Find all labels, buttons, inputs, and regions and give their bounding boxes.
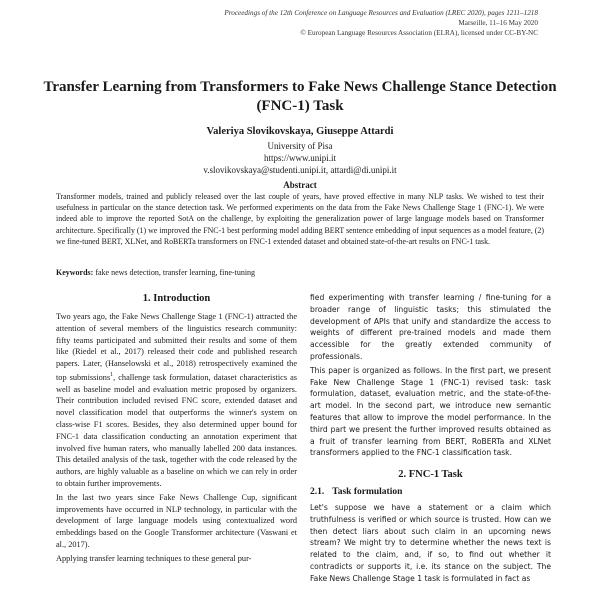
paragraph: [56, 311, 297, 490]
keywords-label: Keywords:: [56, 268, 94, 277]
right-column: [310, 292, 551, 587]
intro-p1-text-cont: , challenge task formulation, dataset characteristics as well as baseline model and evaluation metric proposed by organizers. Their contribution included revised FNC score, extended dataset and novel classification model that outperforms the winner's system on class-wise F1 scores. Besides, they also determined upper bound for FNC-1 data classification conducting an annotation experiment that involved five human raters, who manually labelled 200 data instances. This detailed analysis of the task, together with the code released by the authors, are highly valuable as a baseline on which we can rely in order to obtain further improvements.: [56, 372, 297, 488]
paper-authors: Valeriya Slovikovskaya, Giuseppe Attardi: [206, 126, 394, 137]
footnote-marker[interactable]: 1: [110, 371, 114, 378]
left-column: [56, 292, 297, 567]
abstract-text: Transformer models, trained and publicly released over the last couple of years, have proved effective in many NLP tasks. We wished to test their usefulness in particular on the stance detection task. We performed experiments on the data from the Fake News Challenge Stage 1 (FNC-1). We were indeed able to improve the reported SotA on the challenge, by exploiting the generalization power of large language models based on Transformer architecture. Specifically (1) we improved the FNC-1 best performing model adding BERT sentence embedding of input sequences as a model feature, (2) we fine-tuned BERT, XLNet, and RoBERTa transformers on FNC-1 extended dataset and obtained state-of-the-art results on FNC-1 task.: [56, 192, 544, 246]
header-line-license: © European Language Resources Association (ELRA), licensed under CC-BY-NC: [300, 29, 538, 37]
affiliation-url[interactable]: https://www.unipi.it: [264, 153, 336, 163]
proceedings-header: [224, 8, 538, 38]
header-line-location: Marseille, 11–16 May 2020: [458, 19, 538, 27]
header-line-venue: Proceedings of the 12th Conference on Language Resources and Evaluation (LREC 2020), pages 1211–1218: [224, 9, 538, 17]
subsection-heading-task-formulation: [310, 487, 551, 499]
keywords-text: fake news detection, transfer learning, fine-tuning: [93, 268, 256, 277]
section-heading-introduction: 1. Introduction: [142, 293, 211, 304]
affiliation-block: [0, 140, 600, 176]
paragraph: In the last two years since Fake News Challenge Cup, significant improvements have occurred in NLP technology, in particular with the development of large language models using contextualized word embeddings based on the Google Transformer architecture (Vaswani et al., 2017).: [56, 492, 297, 549]
intro-p1-text: Two years ago, the Fake News Challenge Stage 1 (FNC-1) attracted the attention of several members of the linguistics research community: fifty teams participated and submitted their results and some of them like (Riedel et al., 2017) released their code and published research papers. Later, (Hanselowski et al., 2018) retrospectively examined the top submissions: [56, 312, 297, 382]
affiliation: University of Pisa: [267, 141, 333, 151]
paragraph: Let's suppose we have a statement or a claim which truthfulness is verified or which source is trusted. How can we then detect liars about such claim in an upcoming news stream? We might try to determine whether the news text is related to the claim, and, if so, to find out whether it contradicts or supports it, i.e. its stance on the subject. The Fake News Challenge Stage 1 task is formulated in fact as: [310, 502, 551, 583]
subsection-title: Task formulation: [332, 487, 403, 498]
subsection-number: 2.1.: [310, 487, 325, 498]
paper-title: Transfer Learning from Transformers to Fake News Challenge Stance Detection (FNC-1) Task: [43, 79, 557, 114]
keywords-line: [56, 268, 544, 277]
section-heading-fnc1-task: 2. FNC-1 Task: [398, 469, 463, 481]
abstract-heading: Abstract: [283, 180, 317, 190]
paragraph: This paper is organized as follows. In the first part, we present Fake New Challenge Stage 1 (FNC-1) revised task: task formulation, dataset, evaluation metric, and the state-of-the-art model. In the second part, we introduce new semantic features that allow to improve the model performance. In the third part we present the further improved results obtained as a fruit of transfer learning from BERT, RoBERTa and XLNet transformers applied to the FNC-1 classification task.: [310, 365, 551, 458]
paragraph: Applying transfer learning techniques to these general pur-: [56, 553, 252, 563]
paragraph: fied experimenting with transfer learning / fine-tuning for a broader range of linguistic tasks; this stimulated the development of APIs that unify and standardize the access to weights of different pre-trained models and made them accessible for the greatly extended community of professionals.: [310, 293, 551, 361]
author-emails: v.slovikovskaya@studenti.unipi.it, attardi@di.unipi.it: [203, 165, 397, 175]
